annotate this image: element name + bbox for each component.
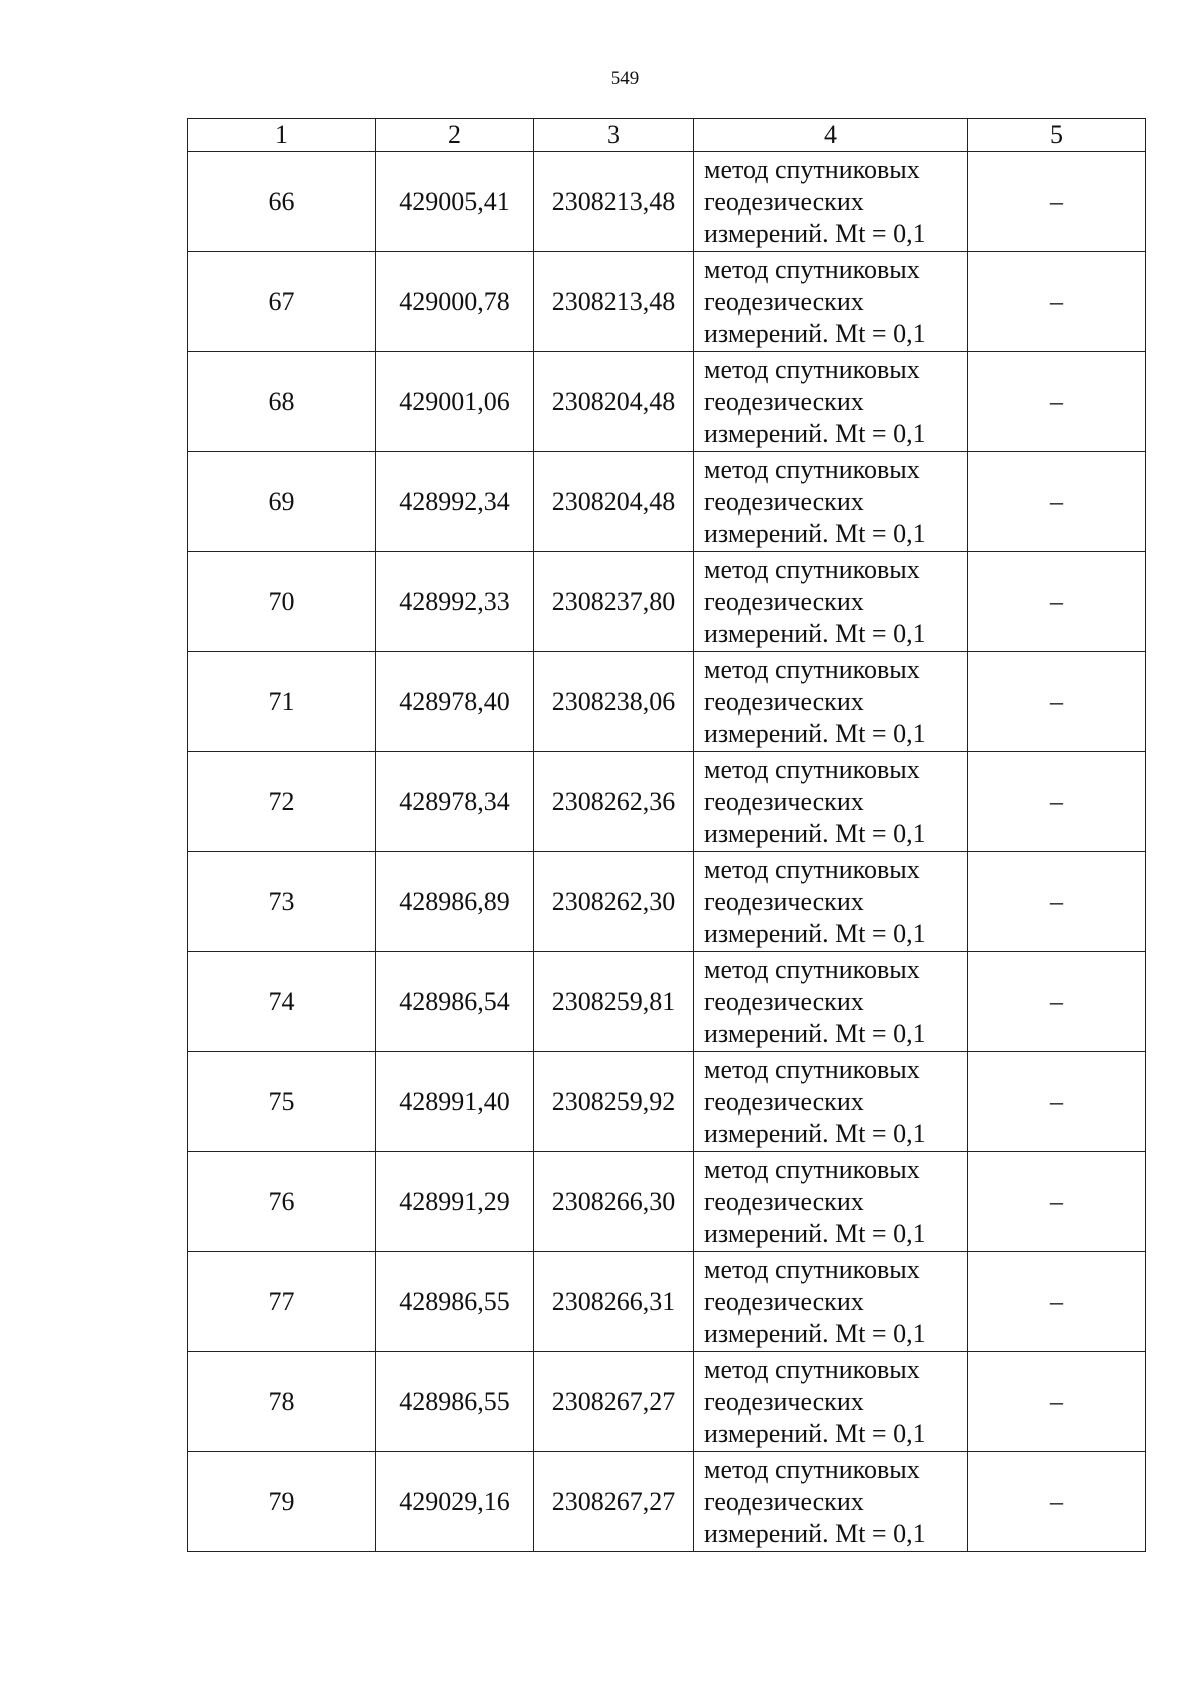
coordinate-x: 428991,40 — [376, 1052, 534, 1152]
coordinate-x: 428992,33 — [376, 552, 534, 652]
measurement-method — [694, 1252, 968, 1352]
method-line: измерений. Mt = 0,1 — [704, 918, 926, 948]
coordinates-table — [187, 118, 1146, 1552]
point-number: 69 — [188, 452, 376, 552]
coordinate-x: 429029,16 — [376, 1452, 534, 1552]
header-row — [188, 119, 1146, 152]
coordinate-y: 2308267,27 — [534, 1452, 694, 1552]
measurement-method — [694, 1152, 968, 1252]
method-line: метод спутниковых — [704, 454, 920, 484]
point-number: 73 — [188, 852, 376, 952]
measurement-method — [694, 752, 968, 852]
table-row — [188, 652, 1146, 752]
method-line: метод спутниковых — [704, 354, 920, 384]
coordinate-x: 428991,29 — [376, 1152, 534, 1252]
method-line: геодезических — [704, 986, 864, 1016]
coordinate-y: 2308213,48 — [534, 152, 694, 252]
table-body — [188, 152, 1146, 1552]
measurement-method — [694, 852, 968, 952]
note-dash: – — [968, 1252, 1146, 1352]
coordinate-y: 2308204,48 — [534, 452, 694, 552]
method-line: метод спутниковых — [704, 754, 920, 784]
column-header-4: 4 — [694, 119, 968, 152]
method-line: метод спутниковых — [704, 1454, 920, 1484]
method-line: геодезических — [704, 886, 864, 916]
point-number: 74 — [188, 952, 376, 1052]
method-line: измерений. Mt = 0,1 — [704, 518, 926, 548]
coordinate-y: 2308259,81 — [534, 952, 694, 1052]
point-number: 78 — [188, 1352, 376, 1452]
method-line: метод спутниковых — [704, 854, 920, 884]
method-line: измерений. Mt = 0,1 — [704, 1518, 926, 1548]
method-line: метод спутниковых — [704, 1154, 920, 1184]
note-dash: – — [968, 352, 1146, 452]
measurement-method — [694, 1052, 968, 1152]
method-line: геодезических — [704, 1186, 864, 1216]
coordinate-x: 428986,89 — [376, 852, 534, 952]
method-line: измерений. Mt = 0,1 — [704, 418, 926, 448]
note-dash: – — [968, 1452, 1146, 1552]
table-row — [188, 152, 1146, 252]
coordinate-y: 2308204,48 — [534, 352, 694, 452]
note-dash: – — [968, 452, 1146, 552]
method-line: геодезических — [704, 486, 864, 516]
table-row — [188, 1352, 1146, 1452]
method-line: геодезических — [704, 186, 864, 216]
method-line: метод спутниковых — [704, 954, 920, 984]
method-line: геодезических — [704, 686, 864, 716]
method-line: геодезических — [704, 1386, 864, 1416]
point-number: 75 — [188, 1052, 376, 1152]
table-row — [188, 1152, 1146, 1252]
table-row — [188, 452, 1146, 552]
measurement-method — [694, 352, 968, 452]
method-line: измерений. Mt = 0,1 — [704, 218, 926, 248]
table-row — [188, 1452, 1146, 1552]
table-row — [188, 1052, 1146, 1152]
point-number: 70 — [188, 552, 376, 652]
method-line: измерений. Mt = 0,1 — [704, 1418, 926, 1448]
method-line: метод спутниковых — [704, 654, 920, 684]
point-number: 67 — [188, 252, 376, 352]
coordinate-y: 2308267,27 — [534, 1352, 694, 1452]
point-number: 76 — [188, 1152, 376, 1252]
coordinate-y: 2308262,36 — [534, 752, 694, 852]
method-line: геодезических — [704, 1486, 864, 1516]
note-dash: – — [968, 952, 1146, 1052]
method-line: метод спутниковых — [704, 254, 920, 284]
measurement-method — [694, 252, 968, 352]
table-row — [188, 852, 1146, 952]
table-row — [188, 552, 1146, 652]
note-dash: – — [968, 1152, 1146, 1252]
note-dash: – — [968, 552, 1146, 652]
measurement-method — [694, 1352, 968, 1452]
column-header-5: 5 — [968, 119, 1146, 152]
page-number: 549 — [610, 68, 640, 89]
method-line: измерений. Mt = 0,1 — [704, 1218, 926, 1248]
method-line: измерений. Mt = 0,1 — [704, 1118, 926, 1148]
method-line: геодезических — [704, 286, 864, 316]
note-dash: – — [968, 1352, 1146, 1452]
coordinate-x: 428992,34 — [376, 452, 534, 552]
point-number: 66 — [188, 152, 376, 252]
point-number: 79 — [188, 1452, 376, 1552]
coordinate-x: 428986,55 — [376, 1352, 534, 1452]
column-header-3: 3 — [534, 119, 694, 152]
note-dash: – — [968, 852, 1146, 952]
method-line: измерений. Mt = 0,1 — [704, 1018, 926, 1048]
note-dash: – — [968, 752, 1146, 852]
coordinate-x: 428986,54 — [376, 952, 534, 1052]
column-header-1: 1 — [188, 119, 376, 152]
measurement-method — [694, 952, 968, 1052]
method-line: измерений. Mt = 0,1 — [704, 1318, 926, 1348]
coordinate-y: 2308238,06 — [534, 652, 694, 752]
method-line: геодезических — [704, 386, 864, 416]
table-header — [188, 119, 1146, 152]
method-line: измерений. Mt = 0,1 — [704, 618, 926, 648]
coordinate-y: 2308213,48 — [534, 252, 694, 352]
table-row — [188, 752, 1146, 852]
note-dash: – — [968, 652, 1146, 752]
column-header-2: 2 — [376, 119, 534, 152]
measurement-method — [694, 1452, 968, 1552]
coordinate-x: 429005,41 — [376, 152, 534, 252]
method-line: измерений. Mt = 0,1 — [704, 718, 926, 748]
point-number: 68 — [188, 352, 376, 452]
method-line: геодезических — [704, 586, 864, 616]
coordinate-y: 2308266,31 — [534, 1252, 694, 1352]
method-line: измерений. Mt = 0,1 — [704, 318, 926, 348]
note-dash: – — [968, 1052, 1146, 1152]
point-number: 72 — [188, 752, 376, 852]
coordinate-y: 2308259,92 — [534, 1052, 694, 1152]
method-line: геодезических — [704, 786, 864, 816]
measurement-method — [694, 452, 968, 552]
table-row — [188, 352, 1146, 452]
coordinate-x: 428978,34 — [376, 752, 534, 852]
point-number: 77 — [188, 1252, 376, 1352]
method-line: геодезических — [704, 1086, 864, 1116]
measurement-method — [694, 152, 968, 252]
note-dash: – — [968, 252, 1146, 352]
method-line: геодезических — [704, 1286, 864, 1316]
method-line: метод спутниковых — [704, 1054, 920, 1084]
coordinate-y: 2308262,30 — [534, 852, 694, 952]
method-line: метод спутниковых — [704, 554, 920, 584]
measurement-method — [694, 652, 968, 752]
method-line: метод спутниковых — [704, 1254, 920, 1284]
coordinate-x: 429000,78 — [376, 252, 534, 352]
table-row — [188, 952, 1146, 1052]
coordinate-x: 429001,06 — [376, 352, 534, 452]
coordinate-y: 2308266,30 — [534, 1152, 694, 1252]
method-line: измерений. Mt = 0,1 — [704, 818, 926, 848]
coordinate-y: 2308237,80 — [534, 552, 694, 652]
measurement-method — [694, 552, 968, 652]
coordinate-x: 428986,55 — [376, 1252, 534, 1352]
table-row — [188, 252, 1146, 352]
note-dash: – — [968, 152, 1146, 252]
method-line: метод спутниковых — [704, 154, 920, 184]
table-row — [188, 1252, 1146, 1352]
coordinate-x: 428978,40 — [376, 652, 534, 752]
point-number: 71 — [188, 652, 376, 752]
method-line: метод спутниковых — [704, 1354, 920, 1384]
